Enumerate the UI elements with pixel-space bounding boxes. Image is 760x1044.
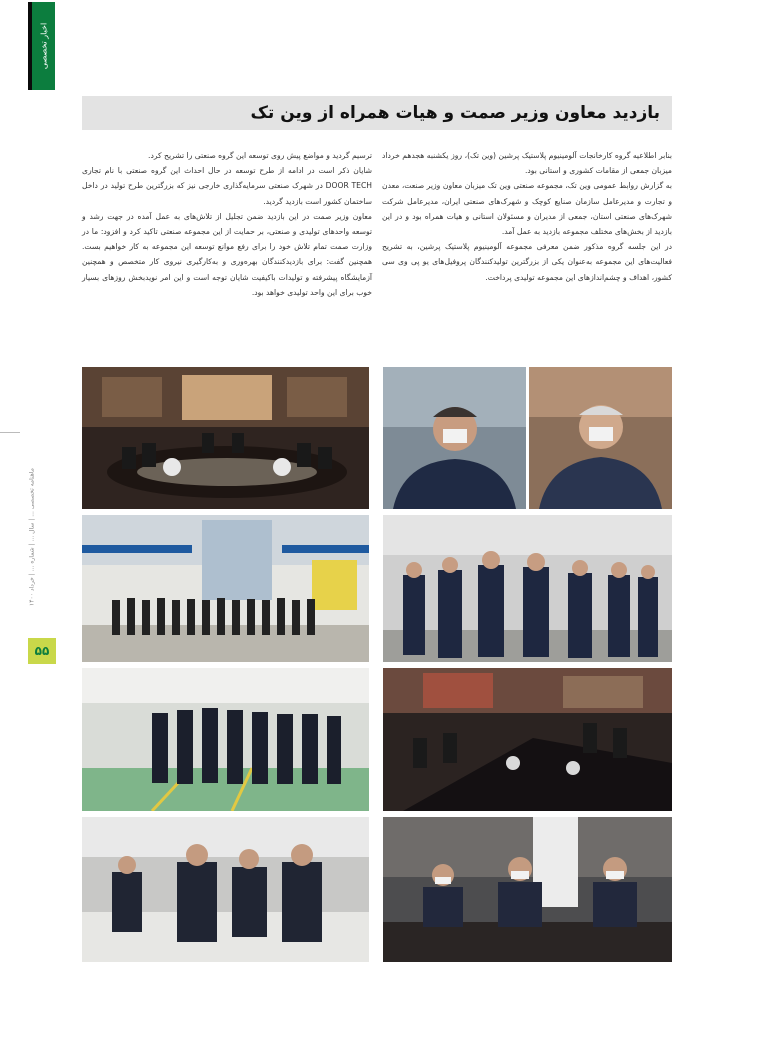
paragraph: بنابر اطلاعیه گروه کارخانجات آلومینیوم پلاستیک پرشین (وین تک)، روز یکشنبه هجدهم خرداد میزبان جمعی از مقامات کشوری و استانی بود. bbox=[382, 151, 672, 176]
article-column-left bbox=[82, 148, 372, 300]
paragraph: در این جلسه گروه مذکور ضمن معرفی مجموعه آلومینیوم پلاستیک پرشین، به تشریح فعالیت‌های این مجموعه به‌عنوان یکی از بزرگترین تولیدکنندگان پروفیل‌های یو پی وی سی کشور، اهداف و چشم‌اندازهای این مجموعه تولیدی پرداخت. bbox=[382, 242, 672, 282]
issue-info-text: ماهنامه تخصصی ... | سال ... | شماره ... | خرداد ۱۴۰۰ bbox=[28, 468, 36, 606]
issue-info-strip bbox=[28, 432, 36, 642]
photo-factory-tour bbox=[82, 668, 369, 811]
photo-officials-walking-factory bbox=[383, 515, 672, 662]
photo-group-outside-building bbox=[82, 515, 369, 662]
photo-product-inspection bbox=[82, 817, 369, 962]
paragraph: به گزارش روابط عمومی وین تک، مجموعه صنعتی وین تک میزبان معاون وزیر صنعت، معدن و تجارت و مدیرعامل سازمان صنایع کوچک و شهرک‌های صنعتی ایران، مدیرعامل شرکت شهرک‌های صنعتی استان، جمعی از مدیران و مسئولان استانی و هیات همراه بود و در این بازدید از بخش‌های مختلف مجموعه بازدید به عمل آمد. bbox=[382, 181, 672, 237]
photo-officials-at-table bbox=[383, 817, 672, 962]
section-tab-label: اخبار تخصصی bbox=[39, 22, 48, 70]
photo-conference-table bbox=[383, 668, 672, 811]
photo-official-portrait-2 bbox=[529, 367, 672, 509]
article-title: بازدید معاون وزیر صمت و هیات همراه از وین تک bbox=[82, 96, 672, 130]
paragraph: شایان ذکر است در ادامه از طرح توسعه در حال احداث این گروه صنعتی با نام تجاری DOOR TECH در شهرک صنعتی سرمایه‌گذاری خارجی نیز که بزرگترین طرح تولید در داخل ساختمان کشور است بازدید گردید. bbox=[82, 166, 372, 206]
paragraph: معاون وزیر صمت در این بازدید ضمن تجلیل از تلاش‌های به عمل آمده در جهت رشد و توسعه واحدهای تولیدی و صنعتی، بر حمایت از این مجموعه صنعتی تاکید کرد و افزود: ما در وزارت صمت تمام تلاش خود را برای رفع موانع توسعه این مجموعه به کار خواهیم بست. همچنین گفت: برای بازدیدکنندگان بهره‌وری و به‌کارگیری نیروی کار متخصص و همچنین آزمایشگاه پیشرفته و تولیدات باکیفیت شایان توجه است و این امر نویدبخش روزهای بسیار خوب برای این واحد تولیدی خواهد بود. bbox=[82, 211, 372, 297]
article-column-right bbox=[382, 148, 672, 285]
photo-official-portrait-1 bbox=[383, 367, 526, 509]
side-divider bbox=[0, 432, 20, 433]
paragraph: ترسیم گردید و مواضع پیش روی توسعه این گروه صنعتی را تشریح کرد. bbox=[148, 151, 372, 160]
section-tab bbox=[28, 2, 55, 90]
photo-meeting-room bbox=[82, 367, 369, 509]
page-number: ۵۵ bbox=[28, 638, 56, 664]
